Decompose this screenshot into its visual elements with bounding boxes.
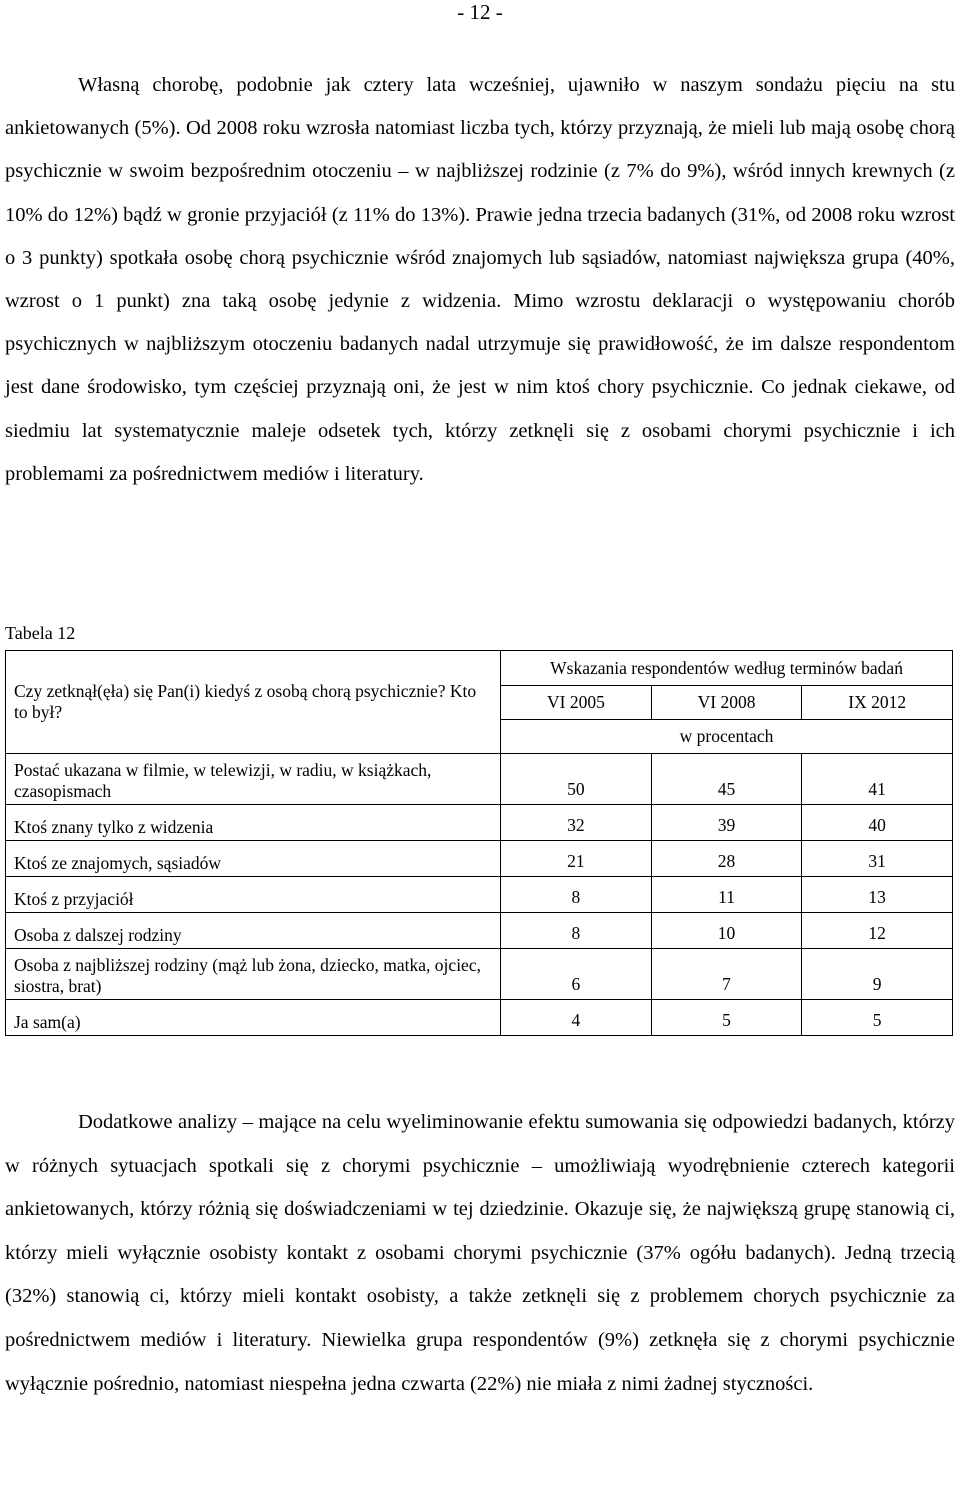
row-label: Ktoś z przyjaciół xyxy=(6,877,501,913)
row-label: Osoba z dalszej rodziny xyxy=(6,913,501,949)
paragraph-1-text: Własną chorobę, podobnie jak cztery lata wcześniej, ujawniło w naszym sondażu pięciu na stu ankietowanych (5%). Od 2008 roku wzrosła natomiast liczba tych, którzy przyznają, że mieli lub mają osobę chorą psychicznie w swoim bezpośrednim otoczeniu – w najbliższej rodzinie (z 7% do 9%), wśród innych krewnych (z 10% do 12%) bądź w gronie przyjaciół (z 11% do 13%). Prawie jedna trzecia badanych (31%, od 2008 roku wzrost o 3 punkty) spotkała osobę chorą psychicznie wśród znajomych lub sąsiadów, natomiast największa grupa (40%, wzrost o 1 punkt) zna taką osobę jedynie z widzenia. Mimo wzrostu deklaracji o występowaniu chorób psychicznych w najbliższym otoczeniu badanych nadal utrzymuje się prawidłowość, że im dalsze respondentom jest dane środowisko, tym częściej przyznają oni, że jest w nim ktoś chory psychicznie. Co jednak ciekawe, od siedmiu lat systematycznie maleje odsetek tych, którzy zetknęli się z osobami chorymi psychicznie i ich problemami za pośrednictwem mediów i literatury. xyxy=(5,74,955,485)
page-number: - 12 - xyxy=(457,0,503,24)
cell-value: 5 xyxy=(802,1000,953,1036)
cell-value: 8 xyxy=(501,877,652,913)
table-row xyxy=(6,949,953,1000)
cell-value: 12 xyxy=(802,913,953,949)
cell-value: 31 xyxy=(802,841,953,877)
cell-value: 11 xyxy=(651,877,802,913)
table-row xyxy=(6,1000,953,1036)
cell-value: 4 xyxy=(501,1000,652,1036)
row-label: Postać ukazana w filmie, w telewizji, w radiu, w książkach, czasopismach xyxy=(6,754,501,805)
cell-value: 8 xyxy=(501,913,652,949)
table-row xyxy=(6,841,953,877)
table-question: Czy zetknął(ęła) się Pan(i) kiedyś z osobą chorą psychicznie? Kto to był? xyxy=(6,651,501,754)
row-label: Ktoś ze znajomych, sąsiadów xyxy=(6,841,501,877)
cell-value: 21 xyxy=(501,841,652,877)
cell-value: 13 xyxy=(802,877,953,913)
table-row xyxy=(6,913,953,949)
cell-value: 39 xyxy=(651,805,802,841)
table-row xyxy=(6,877,953,913)
column-header: VI 2008 xyxy=(651,686,802,720)
cell-value: 28 xyxy=(651,841,802,877)
cell-value: 45 xyxy=(651,754,802,805)
cell-value: 5 xyxy=(651,1000,802,1036)
table-caption: Tabela 12 xyxy=(5,623,76,643)
cell-value: 6 xyxy=(501,949,652,1000)
column-header: IX 2012 xyxy=(802,686,953,720)
table-row xyxy=(6,805,953,841)
column-header: VI 2005 xyxy=(501,686,652,720)
paragraph-2-text: Dodatkowe analizy – mające na celu wyeliminowanie efektu sumowania się odpowiedzi badanych, którzy w różnych sytuacjach spotkali się z chorymi psychicznie – umożliwiają wyodrębnienie czterech kategorii ankietowanych, którzy różnią się doświadczeniami w tej dziedzinie. Okazuje się, że największą grupę stanowią ci, którzy mieli wyłącznie osobisty kontakt z osobami chorymi psychicznie (37% ogółu badanych). Jedną trzecią (32%) stanowią ci, którzy mieli kontakt osobisty, a także zetknęli się z problemem chorych psychicznie za pośrednictwem mediów i literatury. Niewielka grupa respondentów (9%) zetknęła się z chorymi psychicznie wyłącznie pośrednio, natomiast niespełna jedna czwarta (22%) nie miała z nimi żadnej styczności. xyxy=(5,1111,955,1395)
cell-value: 40 xyxy=(802,805,953,841)
cell-value: 10 xyxy=(651,913,802,949)
table-header-row xyxy=(6,651,953,686)
row-label: Ktoś znany tylko z widzenia xyxy=(6,805,501,841)
paragraph-1 xyxy=(5,64,955,496)
cell-value: 32 xyxy=(501,805,652,841)
data-table xyxy=(5,650,953,1036)
cell-value: 50 xyxy=(501,754,652,805)
cell-value: 41 xyxy=(802,754,953,805)
row-label: Ja sam(a) xyxy=(6,1000,501,1036)
paragraph-2 xyxy=(5,1101,955,1406)
table-row xyxy=(6,754,953,805)
cell-value: 7 xyxy=(651,949,802,1000)
row-label: Osoba z najbliższej rodziny (mąż lub żona, dziecko, matka, ojciec, siostra, brat) xyxy=(6,949,501,1000)
table-unit: w procentach xyxy=(501,720,953,754)
cell-value: 9 xyxy=(802,949,953,1000)
table-header-title: Wskazania respondentów według terminów badań xyxy=(501,651,953,686)
